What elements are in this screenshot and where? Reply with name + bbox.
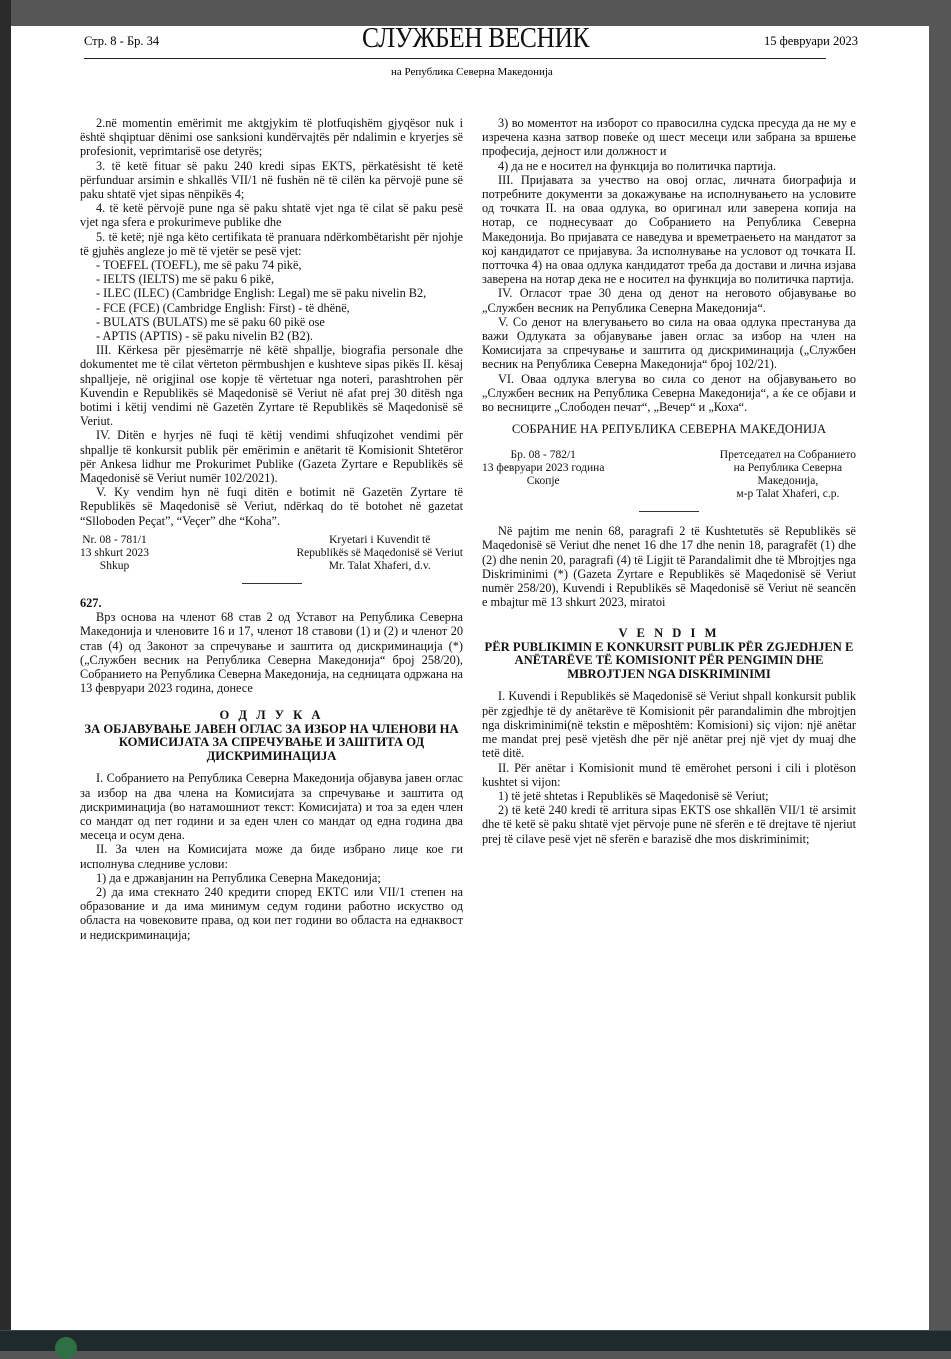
paragraph: I. Собранието на Република Северна Македонија објавува јавен оглас за избор на два члена на Комисијата за спречување и заштита од дискриминација (во натамошниот текст: Комисијата) и тоа за еден член со мандат од пет години и за еден член со мандат од една година два месеца и осум дена. <box>80 771 463 843</box>
paragraph: 4. të ketë përvojë pune nga së paku shtatë vjet nga të cilat së paku pesë vjet nga sfera e prokurimeve publike dhe <box>80 201 463 230</box>
list-item: - TOEFEL (TOEFL), me së paku 74 pikë, <box>96 258 302 273</box>
signatory-name: м-р Talat Xhaferi, с.р. <box>736 488 840 501</box>
paragraph: 3. të ketë fituar së paku 240 kredi sipas EKTS, përkatësisht të ketë përfunduar arsimin e shkallës VII/1 në fushën në të cilën ka përvojë pune së paku shtatë vjet sipas nënpikës 4; <box>80 158 463 202</box>
page-number: Стр. 8 - Бр. 34 <box>84 34 160 48</box>
paragraph: 4) да не е носител на функција во политичка партија. <box>498 158 777 173</box>
reference-number: Бр. 08 - 782/1 <box>510 449 576 462</box>
paragraph: V. Ky vendim hyn në fuqi ditën e botimit në Gazetën Zyrtare të Republikës së Maqedonisë së Veriut, ndërkaq do të botohet në gazetat “Slloboden Peçat”, “Veçer” dhe “Koha”. <box>80 485 463 528</box>
header-rule <box>84 58 826 59</box>
spacer <box>482 681 856 689</box>
signatory-block <box>296 534 463 573</box>
reference-number: Nr. 08 - 781/1 <box>82 533 147 546</box>
gazette-title: СЛУЖБЕН ВЕСНИК <box>362 22 590 54</box>
paragraph: Në pajtim me nenin 68, paragrafi 2 të Kushtetutës së Republikës së Maqedonisë së Veriut dhe nenet 16 dhe 17 dhe nenin 18, paragrafët (1) dhe (2) dhe nenin 20, paragrafi (4) të Ligjit të Parandalimit dhe të Mbrojtjes nga Diskriminimi (*) (Gazeta Zyrtare e Republikës së Maqedonisë së Veriut numër 258/20), Kuvendi i Republikës së Maqedonisë së Veriut në seancën e mbajtur më 13 shkurt 2023, miratoi <box>482 524 856 610</box>
paragraph: 5. të ketë; një nga këto certifikata të pranuara ndërkombëtarisht për njohje të gjuhës angleze jo më të vjetër se pesë vjet: <box>80 229 463 258</box>
paragraph: IV. Ditën e hyrjes në fuqi të këtij vendimi shfuqizohet vendimi për shpallje të konkursit publik për emërimin e anëtarit të Komisionit Shtetëror për Ankesa lidhur me Prokurimet Publike (Gazeta Zyrtare e Republikës së Maqedonisë së Veriut numër 102/2021). <box>80 428 463 486</box>
paragraph: III. Пријавата за учество на овој оглас, личната биографија и потребните документи за докажување на исполнувањето на условите од точката II. на оваа одлука, во оригинал или заверена копија на нотар, се поднесуваат до Собранието на Република Северна Македонија. Во пријавата се наведува и времетраењето на мандатот за кој кандидатот се пријавува. За исполнување на условот од точката II. потточка 4) на оваа одлука кандидатот треба да достави и лична изјава заверена на нотар дека не е носител на функција во политичка партија. <box>482 172 856 287</box>
spacer <box>482 414 856 422</box>
signatory-block <box>720 449 856 501</box>
paragraph: II. За член на Комисијата може да биде избрано лице кое ги исполнува следниве услови: <box>80 842 463 871</box>
gazette-subtitle: на Република Северна Македонија <box>391 66 553 78</box>
reference-place: Shkup <box>99 559 130 572</box>
left-column <box>80 116 463 942</box>
signatory-title: Претседател на Собранието <box>719 449 856 462</box>
signatory-title: на Република Северна <box>733 462 843 475</box>
reference-date: 13 февруари 2023 година <box>482 462 605 475</box>
app-icon[interactable] <box>55 1337 77 1359</box>
paragraph: 3) во моментот на изборот со правосилна судска пресуда да не му е изречена казна затвор повеќе од шест месеци или забрана за вршење професија, дејност или должност и <box>482 116 856 159</box>
signature-block <box>80 534 463 573</box>
paragraph: I. Kuvendi i Republikës së Maqedonisë së Veriut shpall konkursit publik për zgjedhje të dy anëtarëve të Komisionit për parandalimin dhe mbrojtjen nga diskriminimi(në tekstin e mëposhtëm: Komisioni) siç vijon: një anëtar me mandat prej pesë vjetësh dhe për një anëtar prej një vjet dy muaj dhe tetë ditë. <box>482 689 856 761</box>
paragraph: 1) да е државјанин на Република Северна Македонија; <box>96 870 381 885</box>
reference-place: Скопје <box>526 475 560 488</box>
signatory-title: Republikës së Maqedonisë së Veriut <box>296 546 463 559</box>
paragraph: Врз основа на членот 68 став 2 од Уставот на Република Северна Македонија и членовите 16 и 17, членот 18 ставови (1) и (2) и членот 20 став (4) од Законот за спречување и заштита од дискриминација (*) („Службен весник на Република Северна Македонија“ број 258/20), Собранието на Република Северна Македонија, на седницата одржана на 13 февруари 2023 година, донесе <box>80 610 463 696</box>
signatory-title: Македонија, <box>757 475 819 488</box>
separator <box>639 511 699 512</box>
paragraph: III. Kërkesa për pjesëmarrje në këtë shpallje, biografia personale dhe dokumentet me të cilat vërteton përmbushjen e kushteve sipas pikës II. kësaj shpalljeje, në origjinal ose kopje të vërtetuar nga noteri, parashtrohen për Kuvendin e Republikës së Maqedonisë së Veriut në afat prej 30 ditësh nga botimi i këtij vendimi në Gazetën Zyrtare të Republikës së Maqedonisë së Veriut. <box>80 343 463 429</box>
decision-heading: V E N D I M <box>618 626 720 641</box>
taskbar <box>0 1330 951 1351</box>
spacer <box>80 763 463 771</box>
paragraph: V. Со денот на влегувањето во сила на оваа одлука престанува да важи Одлуката за објавување јавен оглас за избор на член на Комисијата за спречување и заштита од дискриминација („Службен весник на Република Северна Македонија“ број 102/21). <box>482 314 856 372</box>
decision-title: PËR PUBLIKIMIN E KONKURSIT PUBLIK PËR ZGJEDHJEN E ANËTARËVE TË KOMISIONIT PËR PENGIMIN DHE MBROJTJEN NGA DISKRIMINIMI <box>484 639 854 681</box>
list-item: - FCE (FCE) (Cambridge English: First) - të dhënë, <box>96 300 350 315</box>
signature-block <box>482 449 856 501</box>
item-number: 627. <box>80 595 102 610</box>
list-item: - BULATS (BULATS) me së paku 60 pikë ose <box>96 314 325 329</box>
paragraph: IV. Огласот трае 30 дена од денот на неговото објавување во „Службен весник на Република Северна Македонија“. <box>482 286 856 315</box>
paragraph: 2.në momentin emërimit me aktgjykim të plotfuqishëm gjyqësor nuk i është shqiptuar dënimi ose sanksioni kundërvajtës për ndalimin e kryerjes së profesionit, veprimtarisë ose detyrës; <box>80 116 463 159</box>
issue-date: 15 февруари 2023 <box>764 34 858 48</box>
signatory-title: Kryetari i Kuvendit të <box>329 533 431 546</box>
paragraph: 2) të ketë 240 kredi të arritura sipas EKTS ose shkallën VII/1 të arsimit dhe të ketë së paku shtatë vjet përvoje pune në sferën e të drejtave të njeriut prej të cilave pesë vjet në sferën e barazisë dhe mos diskriminimit; <box>482 803 856 846</box>
reference-block <box>80 534 149 573</box>
reference-date: 13 shkurt 2023 <box>80 546 149 559</box>
assembly-name: СОБРАНИЕ НА РЕПУБЛИКА СЕВЕРНА МАКЕДОНИЈА <box>511 422 827 437</box>
list-item: - ILEC (ILEC) (Cambridge English: Legal) me së paku nivelin B2, <box>96 286 427 301</box>
decision-title: ЗА ОБЈАВУВАЊЕ ЈАВЕН ОГЛАС ЗА ИЗБОР НА ЧЛЕНОВИ НА КОМИСИЈАТА ЗА СПРЕЧУВАЊЕ И ЗАШТИТА ОД ДИСКРИМИНАЦИЈА <box>84 721 459 763</box>
right-column <box>482 116 856 846</box>
list-item: - IELTS (IELTS) me së paku 6 pikë, <box>96 272 275 287</box>
window-edge <box>0 0 11 1330</box>
separator <box>242 583 302 584</box>
decision-heading: О Д Л У К А <box>219 708 324 723</box>
paragraph: 1) të jetë shtetas i Republikës së Maqedonisë së Veriut; <box>498 788 769 803</box>
paragraph: 2) да има стекнато 240 кредити според ЕКТС или VII/1 степен на образование и да има минимум седум години работно искуство од областа на човековите права, од кои пет години во областа на еднаквост и недискриминација; <box>80 884 463 942</box>
signatory-name: Mr. Talat Xhaferi, d.v. <box>328 559 431 572</box>
paragraph: II. Për anëtar i Komisionit mund të emërohet personi i cili i plotëson kushtet si vijon: <box>482 760 856 789</box>
reference-block <box>482 449 604 501</box>
paragraph: VI. Оваа одлука влегува во сила со денот на објавувањето во „Службен весник на Република Северна Македонија“, а ќе се објави и во весниците „Слободен печат“, „Вечер“ и „Коха“. <box>482 371 856 415</box>
list-item: - APTIS (APTIS) - së paku nivelin B2 (B2). <box>96 329 313 344</box>
